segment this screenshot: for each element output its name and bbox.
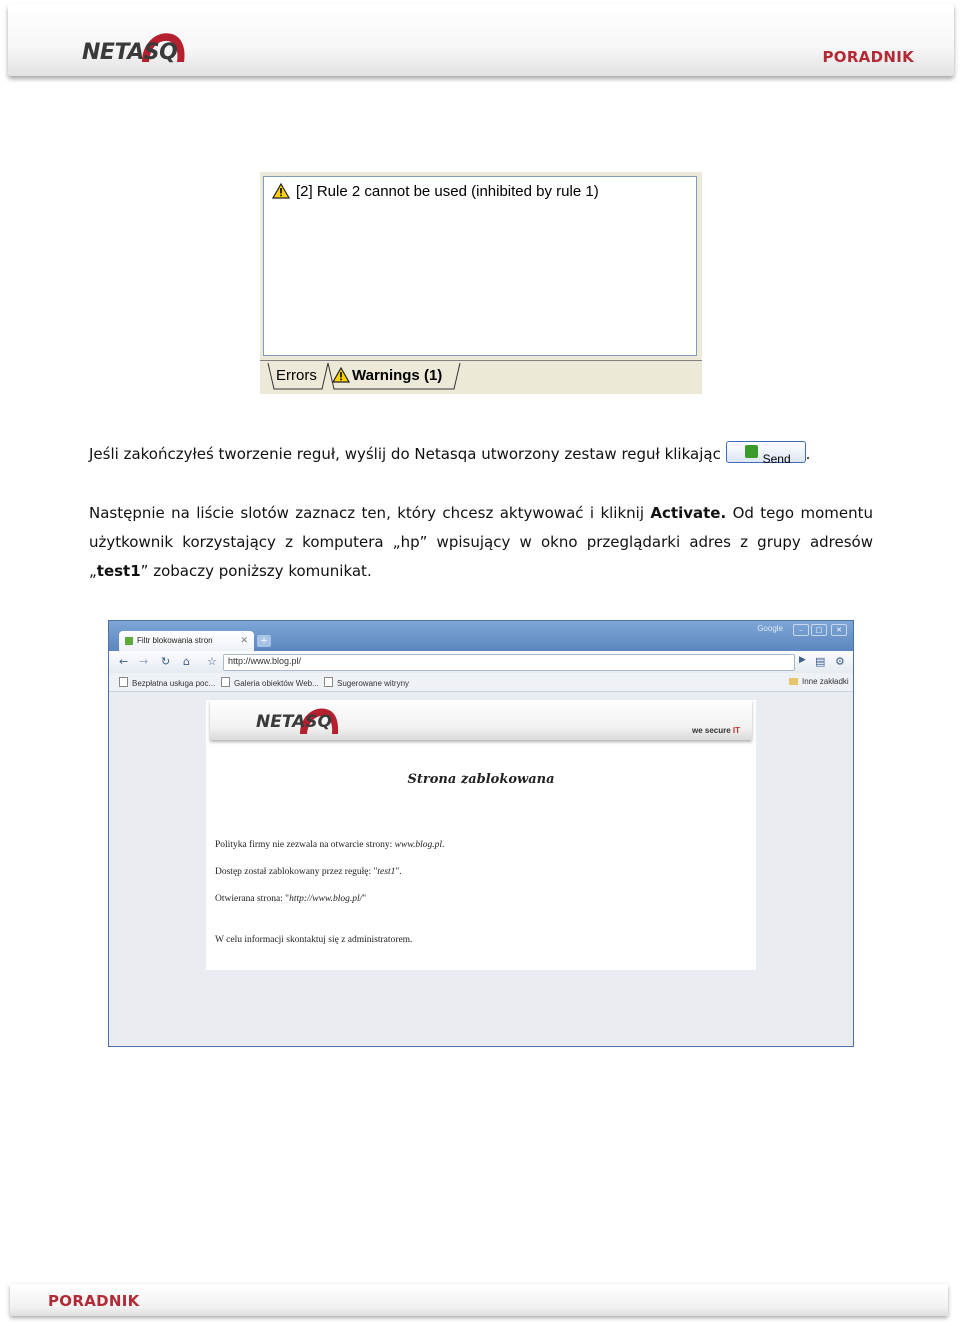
tab-warnings-label: Warnings (1) <box>352 367 443 384</box>
bookmarks-bar <box>109 673 853 692</box>
blocked-page-title: Strona zablokowana <box>407 772 555 787</box>
rule-line-end: ". <box>395 867 402 877</box>
browser-titlebar <box>109 621 853 651</box>
new-tab-button[interactable]: + <box>257 635 271 647</box>
policy-line-end: . <box>442 840 445 850</box>
favicon-icon <box>125 637 133 645</box>
header-label: PORADNIK <box>822 48 914 66</box>
tab-warnings[interactable] <box>326 363 448 389</box>
paragraph-send <box>89 440 873 469</box>
logo-text: NETASQ <box>82 40 178 65</box>
folder-icon <box>789 678 798 685</box>
policy-line-text: Polityka firmy nie zezwala na otwarcie strony: <box>215 840 395 850</box>
star-icon[interactable]: ☆ <box>207 655 217 668</box>
page-footer <box>10 1284 948 1316</box>
reload-icon[interactable]: ↻ <box>161 655 171 668</box>
warning-icon <box>272 183 290 203</box>
blocked-page-header <box>210 700 752 740</box>
group-name: test1 <box>96 562 141 580</box>
bookmark-item[interactable] <box>221 677 319 688</box>
bookmark-item[interactable] <box>119 677 215 688</box>
address-url: http://www.blog.pl/ <box>228 656 302 666</box>
warning-message: [2] Rule 2 cannot be used (inhibited by rule 1) <box>296 183 599 200</box>
tab-errors-label: Errors <box>276 367 317 384</box>
url-line-text: Otwierana strona: " <box>215 894 290 904</box>
google-label: Google <box>757 624 783 633</box>
paragraph-activate <box>89 499 873 586</box>
close-tab-icon[interactable]: ✕ <box>240 635 248 645</box>
paragraph-send-text: Jeśli zakończyłeś tworzenie reguł, wyślij do Netasqa utworzony zestaw reguł klikając <box>89 445 721 463</box>
other-bookmarks[interactable] <box>789 677 849 686</box>
bookmark-label: Bezpłatna usługa poc... <box>132 679 216 688</box>
minimize-icon[interactable]: – <box>793 624 809 636</box>
page-header <box>8 4 954 76</box>
paragraph-send-end: . <box>805 445 811 463</box>
send-icon <box>745 445 758 458</box>
blocked-page-logo-text: NETASQ <box>256 712 332 732</box>
other-bookmarks-label: Inne zakładki <box>802 677 849 686</box>
contact-line: W celu informacji skontaktuj się z administratorem. <box>215 935 413 945</box>
page-icon <box>221 677 230 687</box>
activate-keyword: Activate. <box>650 504 727 522</box>
paragraph-activate-part2: Od tego momentu użytkownik korzystający z komputera „hp” wpisujący w okno przeglądarki adres z grupy adresów „ <box>89 504 874 580</box>
tagline <box>692 726 740 735</box>
url-line-end: " <box>362 894 367 904</box>
browser-tab-title: Filtr blokowania stron <box>137 636 213 645</box>
rule-line-text: Dostęp został zablokowany przez regułę: " <box>215 867 378 877</box>
page-menu-icon[interactable]: ▤ <box>815 655 826 668</box>
footer-label: PORADNIK <box>48 1292 140 1310</box>
browser-tab[interactable] <box>119 631 254 651</box>
home-icon[interactable]: ⌂ <box>183 655 190 668</box>
browser-toolbar <box>109 651 853 673</box>
bookmark-label: Galeria obiektów Web... <box>234 679 319 688</box>
url-line <box>215 894 366 904</box>
send-button-label: Send <box>762 451 791 466</box>
paragraph-activate-part3: ” zobaczy poniższy komunikat. <box>140 562 372 580</box>
back-icon[interactable]: ← <box>119 655 129 668</box>
bookmark-item[interactable] <box>324 677 409 688</box>
warning-row[interactable] <box>272 183 599 203</box>
warnings-tabs <box>260 360 702 393</box>
go-icon[interactable]: ▶ <box>799 655 806 665</box>
netasq-logo <box>80 28 190 70</box>
blocked-domain: www.blog.pl <box>394 840 442 850</box>
wrench-icon[interactable]: ⚙ <box>835 655 845 668</box>
browser-window <box>108 620 854 1047</box>
rule-line <box>215 867 402 877</box>
forward-icon[interactable]: → <box>139 655 149 668</box>
browser-content <box>109 692 853 1046</box>
paragraph-activate-part1: Następnie na liście slotów zaznacz ten, który chcesz aktywować i kliknij <box>89 504 651 522</box>
address-bar[interactable] <box>223 654 795 671</box>
blocked-url: http://www.blog.pl/ <box>289 894 363 904</box>
warnings-list <box>263 176 697 356</box>
page-icon <box>119 677 128 687</box>
tagline-text: we secure <box>691 726 733 735</box>
tagline-accent: IT <box>732 726 740 735</box>
warnings-panel <box>260 172 702 394</box>
page-icon <box>324 677 333 687</box>
maximize-icon[interactable]: □ <box>811 624 827 636</box>
policy-line <box>215 840 444 850</box>
close-window-icon[interactable]: ✕ <box>831 624 847 636</box>
bookmark-label: Sugerowane witryny <box>337 679 410 688</box>
send-button[interactable] <box>726 441 806 466</box>
blocked-page <box>206 700 756 970</box>
rule-name: test1 <box>377 867 396 877</box>
warning-tab-icon <box>332 366 350 392</box>
